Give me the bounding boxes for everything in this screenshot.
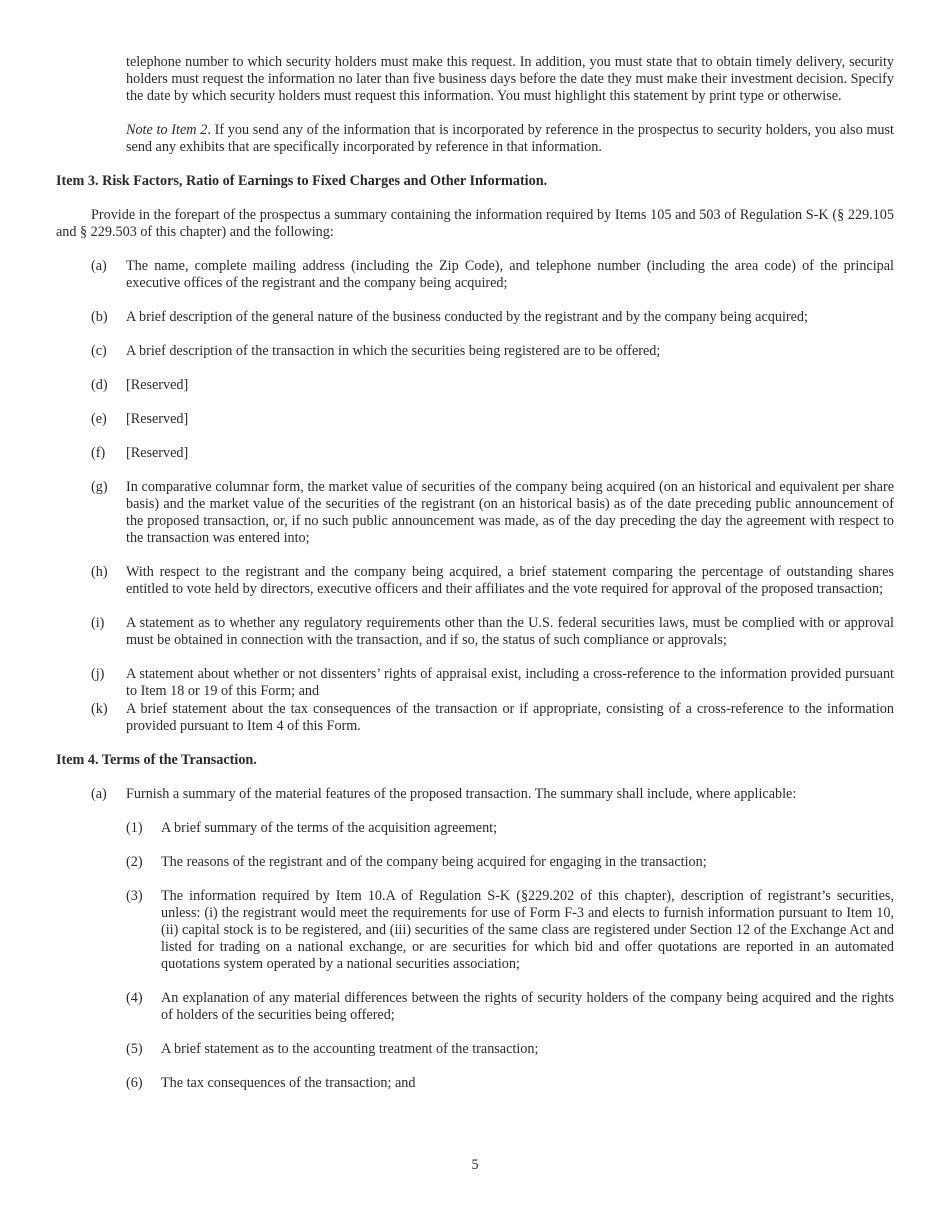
list-item-text: A brief statement about the tax consequences of the transaction or if appropriate, consisting of a cross-reference to the information provided pursuant to Item 4 of this Form. [126, 701, 894, 734]
sub-list-item-label: (5) [126, 1041, 143, 1057]
page-number: 5 [471, 1157, 479, 1173]
list-item-label: (c) [91, 343, 107, 359]
list-item-label: (f) [91, 445, 106, 461]
continuation-paragraph: telephone number to which security holders must make this request. In addition, you must state that to obtain timely delivery, security holders must request the information no later than five business days before the date they must make their investment decision. Specify the date by which security holders must request this information. You must highlight this statement by print type or otherwise. [126, 54, 894, 104]
list-item-text: [Reserved] [126, 411, 189, 427]
sub-list-item [56, 1075, 894, 1092]
sub-list-item [56, 820, 894, 837]
list-item-text: A statement about whether or not dissenters’ rights of appraisal exist, including a cross-reference to the information provided pursuant to Item 18 or 19 of this Form; and [126, 666, 894, 699]
note-text: . If you send any of the information that is incorporated by reference in the prospectus to security holders, you also must send any exhibits that are specifically incorporated by reference in that information. [126, 122, 894, 155]
item-3-heading: Item 3. Risk Factors, Ratio of Earnings to Fixed Charges and Other Information. [56, 173, 548, 189]
list-item-label: (a) [91, 786, 107, 802]
list-item [56, 411, 894, 428]
sub-list-item-text: A brief summary of the terms of the acquisition agreement; [161, 820, 498, 836]
item-4-heading: Item 4. Terms of the Transaction. [56, 752, 257, 768]
list-item [56, 377, 894, 394]
list-item-text: A statement as to whether any regulatory requirements other than the U.S. federal securities laws, must be complied with or approval must be obtained in connection with the transaction, and if so, the status of such compliance or approvals; [126, 615, 894, 648]
list-item-text: The name, complete mailing address (including the Zip Code), and telephone number (including the area code) of the principal executive offices of the registrant and the company being acquired; [126, 258, 894, 291]
list-item-text: [Reserved] [126, 445, 189, 461]
note-to-item-2 [126, 122, 894, 156]
sub-list-item-text: The information required by Item 10.A of Regulation S-K (§229.202 of this chapter), description of registrant’s securities, unless: (i) the registrant would meet the requirements for use of Form F-3 and elects to furnish information pursuant to Item 10, (ii) capital stock is to be registered, and (iii) securities of the same class are registered under Section 12 of the Exchange Act and listed for trading on a national exchange, or are securities for which bid and offer quotations are reported in an automated quotations system operated by a national securities association; [161, 888, 894, 972]
list-item [56, 615, 894, 649]
document-page [56, 54, 894, 1092]
sub-list-item-label: (6) [126, 1075, 143, 1091]
list-item-label: (j) [91, 666, 105, 682]
list-item-label: (e) [91, 411, 107, 427]
list-item [56, 309, 894, 326]
list-item-text: Furnish a summary of the material features of the proposed transaction. The summary shall include, where applicable: [126, 786, 797, 802]
list-item-label: (k) [91, 701, 108, 717]
sub-list-item-label: (3) [126, 888, 143, 904]
sub-list-item-text: An explanation of any material differences between the rights of security holders of the company being acquired and the rights of holders of the securities being offered; [161, 990, 894, 1023]
list-item [56, 479, 894, 547]
item-3-intro: Provide in the forepart of the prospectus a summary containing the information required by Items 105 and 503 of Regulation S-K (§ 229.105 and § 229.503 of this chapter) and the following: [56, 207, 894, 240]
list-item-text: A brief description of the general nature of the business conducted by the registrant and by the company being acquired; [126, 309, 808, 325]
sub-list-item-text: The tax consequences of the transaction; and [161, 1075, 416, 1091]
list-item-text: [Reserved] [126, 377, 189, 393]
list-item-text: A brief description of the transaction in which the securities being registered are to be offered; [126, 343, 661, 359]
sub-list-item-label: (2) [126, 854, 143, 870]
sub-list-item-text: The reasons of the registrant and of the company being acquired for engaging in the transaction; [161, 854, 707, 870]
sub-list-item [56, 888, 894, 973]
list-item-label: (h) [91, 564, 108, 580]
list-item-label: (b) [91, 309, 108, 325]
sub-list-item-label: (4) [126, 990, 143, 1006]
sub-list-item-label: (1) [126, 820, 143, 836]
sub-list-item [56, 1041, 894, 1058]
list-item-text: In comparative columnar form, the market value of securities of the company being acquired (on an historical and equivalent per share basis) and the market value of the securities of the registrant (on an historical basis) as of the date preceding public announcement of the proposed transaction, or, if no such public announcement was made, as of the day preceding the day the agreement with respect to the transaction was entered into; [126, 479, 894, 546]
list-item [56, 564, 894, 598]
sub-list-item [56, 990, 894, 1024]
list-item-label: (d) [91, 377, 108, 393]
list-item-label: (i) [91, 615, 105, 631]
list-item [56, 701, 894, 735]
list-item [56, 343, 894, 360]
sub-list-item [56, 854, 894, 871]
list-item-label: (g) [91, 479, 108, 495]
list-item [56, 786, 894, 803]
list-item-label: (a) [91, 258, 107, 274]
list-item [56, 666, 894, 700]
note-label: Note to Item 2 [126, 122, 208, 138]
sub-list-item-text: A brief statement as to the accounting treatment of the transaction; [161, 1041, 539, 1057]
list-item [56, 258, 894, 292]
list-item [56, 445, 894, 462]
list-item-text: With respect to the registrant and the company being acquired, a brief statement comparing the percentage of outstanding shares entitled to vote held by directors, executive officers and their affiliates and the vote required for approval of the proposed transaction; [126, 564, 894, 597]
